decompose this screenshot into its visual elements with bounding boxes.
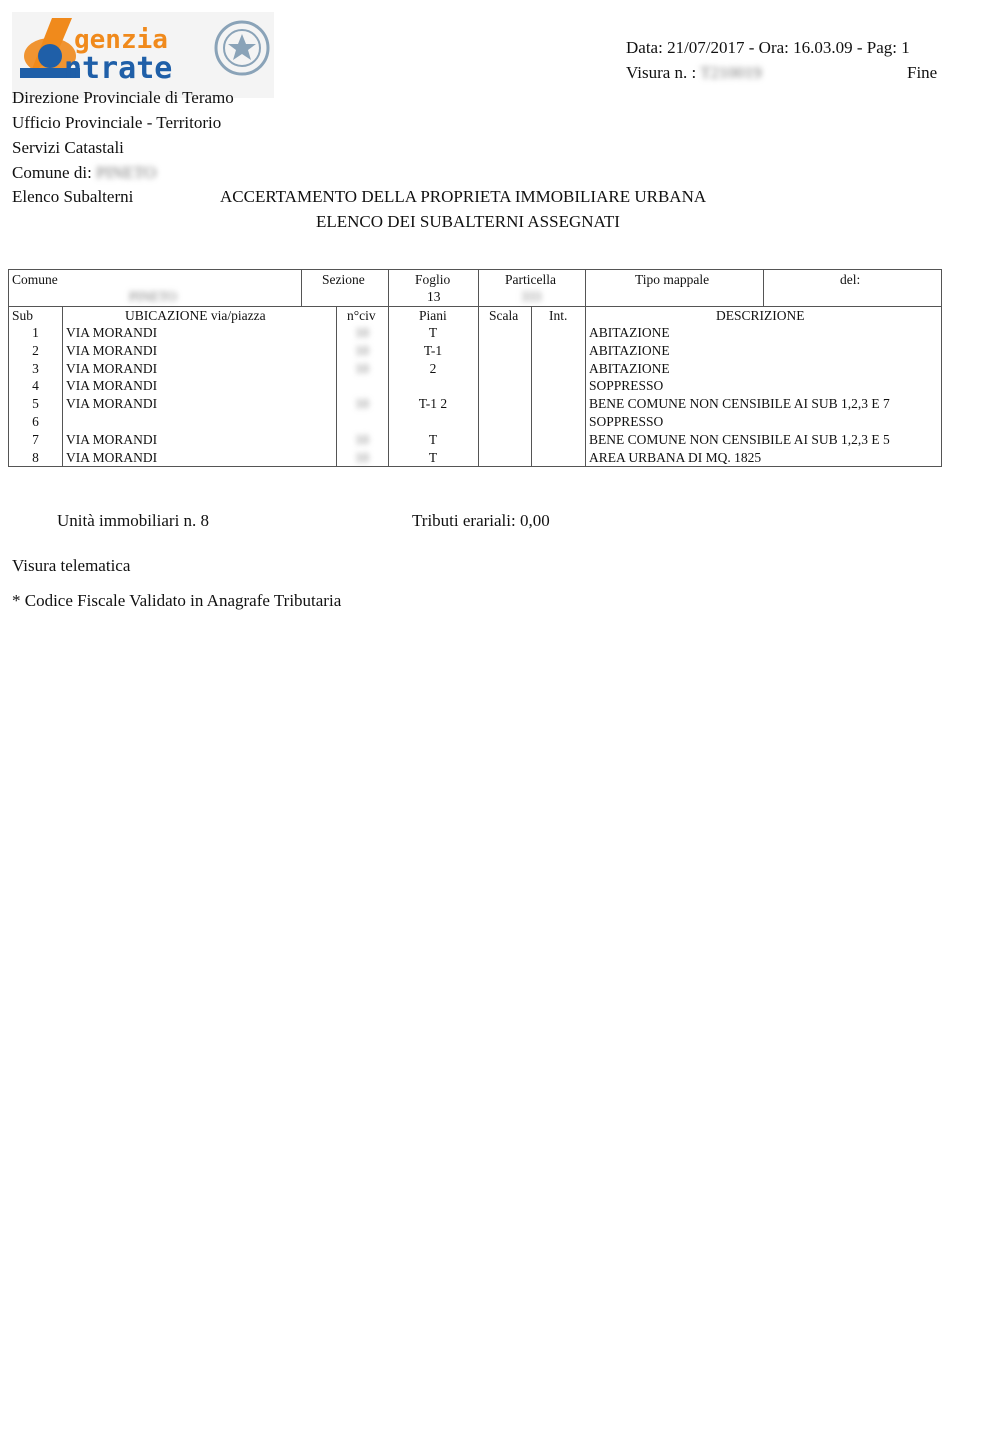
tributi-erariali: Tributi erariali: 0,00 [412, 511, 550, 530]
tipo-mappale-header-label: Tipo mappale [635, 272, 710, 287]
row-piani: 2 [429, 360, 437, 376]
row-descrizione: BENE COMUNE NON CENSIBILE AI SUB 1,2,3 E 5 [589, 431, 890, 447]
comune-header-value: PINETO [129, 289, 177, 304]
codice-fiscale-note: * Codice Fiscale Validato in Anagrafe Tributaria [12, 591, 342, 610]
agenzia-entrate-logo-graphic [12, 12, 274, 98]
comune-line [12, 163, 156, 183]
row-ubicazione: VIA MORANDI [66, 378, 158, 394]
document-subtitle: ELENCO DEI SUBALTERNI ASSEGNATI [316, 212, 620, 231]
servizi-catastali: Servizi Catastali [12, 138, 124, 157]
col-ubicazione: UBICAZIONE via/piazza [125, 308, 266, 323]
sezione-header-label: Sezione [322, 272, 365, 287]
col-nciv: n°civ [347, 308, 376, 323]
row-sub: 3 [32, 360, 39, 376]
direzione-provinciale: Direzione Provinciale di Teramo [12, 88, 234, 107]
col-sub: Sub [12, 308, 34, 323]
row-piani: T [428, 325, 438, 340]
document-datetime: Data: 21/07/2017 - Ora: 16.03.09 - Pag: 1 [626, 38, 910, 57]
row-piani: T [428, 431, 438, 447]
visura-label: Visura n. : [626, 63, 697, 82]
particella-header-label: Particella [505, 272, 556, 287]
row-descrizione: ABITAZIONE [589, 325, 670, 340]
col-descrizione: DESCRIZIONE [716, 308, 805, 323]
row-descrizione: ABITAZIONE [589, 342, 670, 358]
visura-number-line [626, 63, 762, 83]
row-sub: 6 [32, 414, 39, 429]
particella-value: 333 [521, 289, 542, 304]
row-nciv: 10 [355, 449, 369, 465]
ufficio-provinciale: Ufficio Provinciale - Territorio [12, 113, 222, 132]
row-sub: 1 [32, 325, 39, 340]
elenco-subalterni: Elenco Subalterni [12, 187, 134, 206]
row-descrizione: ABITAZIONE [589, 360, 670, 376]
document-title: ACCERTAMENTO DELLA PROPRIETA IMMOBILIARE URBANA [220, 187, 707, 206]
col-scala: Scala [489, 308, 519, 323]
row-sub: 4 [32, 378, 39, 394]
row-ubicazione: VIA MORANDI [66, 449, 158, 465]
row-descrizione: SOPPRESSO [589, 414, 664, 429]
row-sub: 7 [32, 431, 39, 447]
row-sub: 8 [32, 449, 39, 465]
row-ubicazione: VIA MORANDI [66, 396, 158, 412]
row-nciv: 10 [355, 431, 369, 447]
row-descrizione: AREA URBANA DI MQ. 1825 [589, 449, 762, 465]
row-piani: T-1 2 [418, 396, 448, 412]
foglio-header-label: Foglio [415, 272, 451, 287]
logo-text-agenzia: genzia [74, 25, 168, 55]
visura-number: T210019 [700, 63, 762, 82]
col-int: Int. [549, 308, 568, 323]
row-ubicazione: VIA MORANDI [66, 342, 158, 358]
fine-label: Fine [907, 63, 938, 82]
row-ubicazione: VIA MORANDI [66, 325, 158, 340]
comune-label: Comune di: [12, 163, 92, 182]
row-descrizione: SOPPRESSO [589, 378, 664, 394]
row-piani: T [428, 449, 438, 465]
row-piani: T-1 [423, 342, 443, 358]
row-ubicazione: VIA MORANDI [66, 431, 158, 447]
del-header-label: del: [840, 272, 861, 287]
col-piani: Piani [419, 308, 447, 323]
row-nciv: 10 [355, 342, 369, 358]
unita-immobiliari: Unità immobiliari n. 8 [57, 511, 210, 530]
row-nciv: 10 [355, 360, 369, 376]
visura-telematica: Visura telematica [12, 556, 131, 575]
logo-text-entrate: ntrate [64, 51, 173, 86]
comune-value: PINETO [96, 163, 157, 182]
row-nciv: 10 [355, 396, 369, 412]
row-sub: 5 [32, 396, 39, 412]
row-descrizione: BENE COMUNE NON CENSIBILE AI SUB 1,2,3 E 7 [589, 396, 890, 412]
agenzia-entrate-logo [12, 12, 274, 98]
row-ubicazione: VIA MORANDI [66, 360, 158, 376]
row-sub: 2 [32, 342, 39, 358]
row-nciv: 10 [355, 325, 369, 340]
foglio-value: 13 [427, 289, 441, 304]
comune-header-label: Comune [12, 272, 58, 287]
table-frame [8, 269, 942, 467]
